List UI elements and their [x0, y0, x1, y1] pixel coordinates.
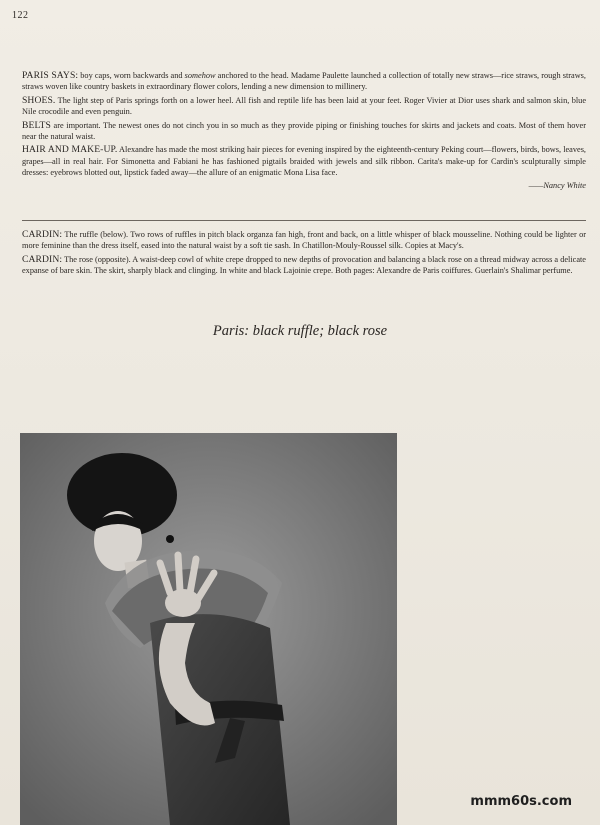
fashion-photo — [20, 433, 397, 825]
watermark: mmm60s.com — [470, 794, 572, 809]
page-number: 122 — [12, 10, 29, 21]
lead-hair-makeup: HAIR AND MAKE-UP. — [22, 144, 118, 156]
model-illustration — [20, 433, 397, 825]
paragraph-cardin-rose: CARDIN: The rose (opposite). A waist-deep cowl of white crepe dropped to new depths of provocation and balancing a black rose on a thread midway across a delicate expanse of bare skin. The skirt, sharply black and clinging. In white and black Lajoinie crepe. Both pages: Alexandre de Paris coiffures. Guerlain's Shalimar perfume. — [22, 253, 586, 276]
lead-cardin-ruffle: CARDIN: — [22, 229, 63, 240]
section-divider — [22, 220, 586, 221]
fashion-notes-column — [22, 70, 586, 191]
captions-column — [22, 229, 586, 279]
paragraph-cardin-ruffle: CARDIN: The ruffle (below). Two rows of ruffles in pitch black organza fan high, front and back, on a little whisper of black mousseline. Nothing could be lighter or more feminine than the dress itself, eased into the natural waist by a soft tie sash. In Chatillon-Mouly-Roussel silk. Copies at Macy's. — [22, 229, 586, 251]
paragraph-hair-makeup: HAIR AND MAKE-UP. Alexandre has made the most striking hair pieces for evening inspired by the eighteenth-century Peking court—flowers, birds, bows, leaves, grapes—all in real hair. For Simonetta and Fabiani he has fashioned pigtails braided with jewels and silk ribbon. Carita's make-up for Cardin's sculpturally simple dresses: eyebrows blotted out, lipstick faded away—the allure of an enigmatic Mona Lisa face. — [22, 144, 587, 178]
paragraph-paris-says: PARIS SAYS: boy caps, worn backwards and somehow anchored to the head. Madame Paulette launched a collection of totally new straws—rice straws, rough straws, straws woven like country baskets in extraordinary flower colors, lending a new dimension to millinery. — [22, 70, 586, 92]
lead-cardin-rose: CARDIN: — [22, 253, 63, 265]
emphasis-somehow: somehow — [184, 71, 216, 80]
headline: Paris: black ruffle; black rose — [212, 323, 388, 339]
byline: ——Nancy White — [528, 180, 586, 190]
lead-paris-says: PARIS SAYS: — [22, 70, 79, 81]
paragraph-belts: BELTS are important. The newest ones do not cinch you in so much as they provide piping or finishing touches for skirts and jackets and coats. Most of them hover near the natural waist. — [22, 119, 586, 142]
lead-shoes: SHOES. — [22, 94, 56, 106]
paragraph-shoes: SHOES. The light step of Paris springs forth on a lower heel. All fish and reptile life has been laid at your feet. Roger Vivier at Dior uses shark and salmon skin, blue Nile crocodile and even penguin. — [22, 94, 586, 117]
lead-belts: BELTS — [22, 119, 51, 131]
